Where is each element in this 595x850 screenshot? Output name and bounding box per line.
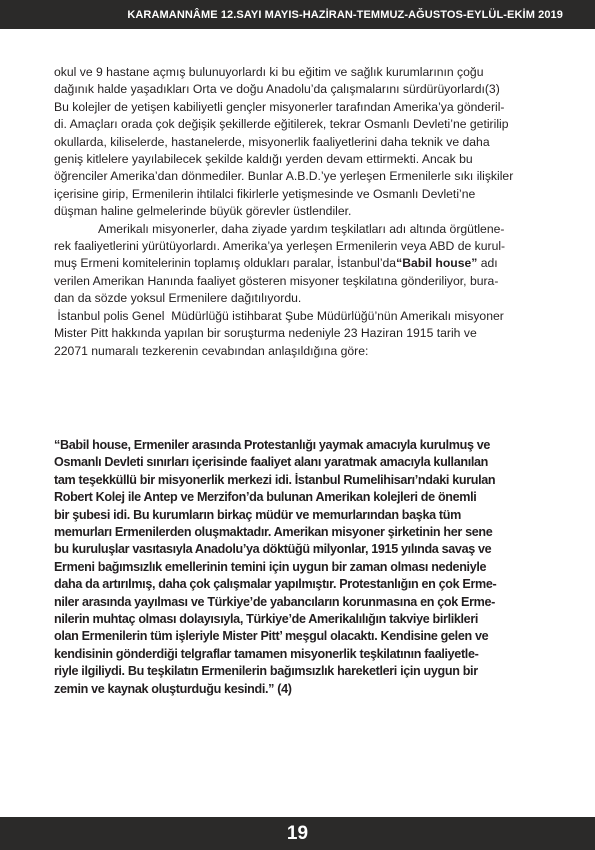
body-line: dan da sözde yoksul Ermenilere dağıtılıyordu.: [54, 291, 302, 306]
body-line: Bu kolejler de yetişen kabiliyetli gençler misyonerler tarafından Amerika’ya gönderil-: [54, 99, 505, 114]
quote-line: Ermeni bağımsızlık emellerinin temini için uygun bir zaman olması nedeniyle: [54, 559, 487, 574]
body-line: geniş kitlelere yayılabilecek şekilde kaldığı yerden devam ettirmekti. Ancak bu: [54, 152, 473, 167]
body-line: İstanbul polis Genel Müdürlüğü istihbarat Şube Müdürlüğü’nün Amerikalı misyoner: [54, 308, 504, 323]
quote-line: bir şubesi idi. Bu kurumların birkaç müdür ve memurlarından başka tüm: [54, 507, 461, 522]
body-line-text: muş Ermeni komitelerinin toplamış oldukları paralar, İstanbul’da: [54, 256, 397, 271]
quote-line: “Babil house, Ermeniler arasında Protestanlığı yaymak amacıyla kurulmuş ve: [54, 438, 491, 452]
body-line: [54, 255, 544, 272]
quote-line: nilerin muhtaç olması dolayısıyla, Türkiye’de Amerikalılığın takviye birlikleri: [54, 612, 479, 627]
block-quote: [54, 437, 544, 698]
body-line: öğrenciler Amerika’dan dönmediler. Bunlar A.B.D.’ye yerleşen Ermenilerle sıkı ilişkiler: [54, 169, 514, 184]
header-bar: [0, 0, 595, 29]
body-line: rek faaliyetlerini yürütüyorlardı. Amerika’ya yerleşen Ermenilerin veya ABD de kurul-: [54, 239, 506, 254]
body-line-text: adı: [477, 256, 498, 271]
quote-line: Robert Kolej ile Antep ve Merzifon’da bulunan Amerikan kolejleri de önemli: [54, 490, 477, 505]
body-line: di. Amaçları orada çok değişik şekillerde eğitilerek, tekrar Osmanlı Devleti’ne getirilip: [54, 117, 509, 132]
quote-last-text: zemin ve kaynak oluşturduğu kesindi.”: [54, 681, 275, 696]
quote-line: daha da artırılmış, daha çok çalışmalar yapılmıştır. Protestanlığın en çok Erme-: [54, 577, 497, 592]
quote-line: kendisinin gönderdiği telgraflar tamamen misyonerlik teşkilatının faaliyetle-: [54, 646, 479, 661]
quote-line: niler arasında yayılması ve Türkiye’de yabancıların korunmasına en çok Erme-: [54, 594, 495, 609]
quote-line: tam teşekküllü bir misyonerlik merkezi idi. İstanbul Rumelihisarı’ndaki kurulan: [54, 472, 496, 487]
quote-line: memurları Ermenilerden oluşmaktadır. Amerikan misyoner şirketinin her sene: [54, 525, 493, 540]
babil-house-emphasis: “Babil house”: [396, 256, 478, 271]
body-line: Amerikalı misyonerler, daha ziyade yardım teşkilatları adı altında örgütlene-: [98, 221, 505, 236]
quote-line: bu kuruluşlar vasıtasıyla Anadolu’ya döktüğü milyonlar, 1915 yılında savaş ve: [54, 542, 492, 557]
body-line: verilen Amerikan Hanında faaliyet gösteren misyoner teşkilatına gönderiliyor, bura-: [54, 273, 499, 288]
quote-line: [54, 681, 544, 698]
body-line: içerisine girip, Ermenilerin ihtilalci fikirlerle yetişmesinde ve Osmanlı Devleti’ne: [54, 186, 476, 201]
quote-line: riyle ilgiliydi. Bu teşkilatın Ermenilerin bağımsızlık hareketleri için uygun bir: [54, 664, 478, 679]
body-line: Mister Pitt hakkında yapılan bir soruşturma nedeniyle 23 Haziran 1915 tarih ve: [54, 326, 477, 341]
body-line: okul ve 9 hastane açmış bulunuyorlardı ki bu eğitim ve sağlık kurumlarının çoğu: [54, 65, 484, 79]
body-line: düşman haline gelmelerinde büyük görevler üstlendiler.: [54, 204, 352, 219]
quote-line: Osmanlı Devleti sınırları içerisinde faaliyet alanı yaratmak amacıyla kullanılan: [54, 455, 488, 470]
footer-bar: [0, 817, 595, 850]
body-line: dağınık halde yaşadıkları Orta ve doğu Anadolu’da çalışmalarını sürdürüyorlardı(3): [54, 82, 500, 97]
footnote-reference: (4): [274, 681, 292, 696]
body-line: okullarda, kiliselerde, hastanelerde, misyonerlik faaliyetlerini daha teknik ve daha: [54, 134, 490, 149]
body-text: [54, 64, 544, 360]
body-line: 22071 numaralı tezkerenin cevabından anlaşıldığına göre:: [54, 343, 369, 358]
page-number: 19: [286, 822, 309, 844]
journal-title: KARAMANNÂME 12.SAYI MAYIS-HAZİRAN-TEMMUZ-AĞUSTOS-EYLÜL-EKİM 2019: [127, 8, 563, 21]
quote-line: olan Ermenilerin tüm işleriyle Mister Pitt’ meşgul olacaktı. Kendisine gelen ve: [54, 629, 489, 644]
